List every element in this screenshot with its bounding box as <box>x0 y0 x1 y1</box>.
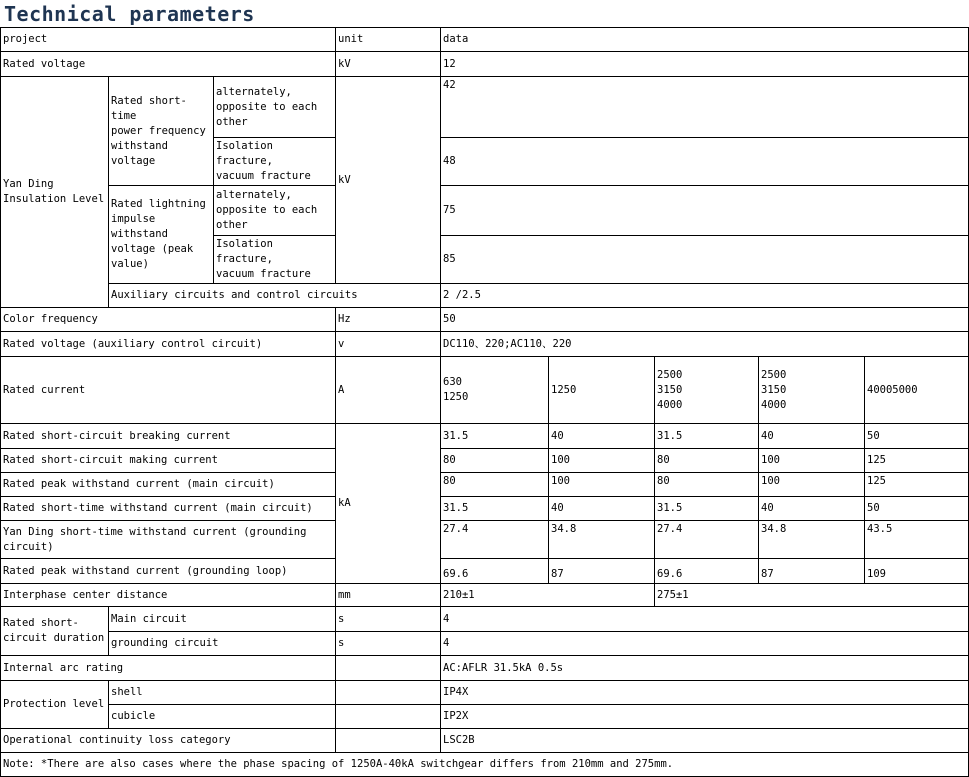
duration-main-row <box>1 607 969 632</box>
rated-current-value: 2500 3150 4000 <box>655 357 759 424</box>
pf-alternately-value: 42 <box>441 77 969 138</box>
ka-row-label: Rated short-circuit breaking current <box>1 424 336 449</box>
internal-arc-label: Internal arc rating <box>1 656 336 681</box>
color-frequency-unit: Hz <box>336 308 441 332</box>
insulation-row-1 <box>1 77 969 138</box>
continuity-row <box>1 729 969 753</box>
technical-parameters-table <box>0 27 969 777</box>
color-frequency-row <box>1 308 969 332</box>
protection-cubicle-row <box>1 705 969 729</box>
duration-ground-label: grounding circuit <box>109 632 336 656</box>
color-frequency-value: 50 <box>441 308 969 332</box>
ka-value: 31.5 <box>655 424 759 449</box>
duration-ground-value: 4 <box>441 632 969 656</box>
ka-row <box>1 559 969 584</box>
aux-circuits-value: 2 /2.5 <box>441 284 969 308</box>
ka-value: 125 <box>865 449 969 473</box>
rated-current-row <box>1 357 969 424</box>
ka-value: 40 <box>759 497 865 521</box>
ka-row <box>1 424 969 449</box>
ka-value: 80 <box>655 449 759 473</box>
ka-row-label: Rated peak withstand current (grounding loop) <box>1 559 336 584</box>
header-unit: unit <box>336 28 441 52</box>
ka-row-label: Rated short-circuit making current <box>1 449 336 473</box>
note-row <box>1 753 969 777</box>
duration-ground-unit: s <box>336 632 441 656</box>
aux-voltage-unit: v <box>336 332 441 357</box>
ka-value: 40 <box>759 424 865 449</box>
protection-shell-value: IP4X <box>441 681 969 705</box>
ka-value: 109 <box>865 559 969 584</box>
document-title: Technical parameters <box>4 2 255 26</box>
ka-value: 34.8 <box>549 521 655 559</box>
header-data: data <box>441 28 969 52</box>
li-alternately-value: 75 <box>441 186 969 236</box>
ka-value: 87 <box>759 559 865 584</box>
rated-current-value: 1250 <box>549 357 655 424</box>
li-alternately-label: alternately, opposite to each other <box>214 186 336 236</box>
duration-main-unit: s <box>336 607 441 632</box>
insulation-level-label: Yan Ding Insulation Level <box>1 77 109 308</box>
li-isolation-value: 85 <box>441 236 969 284</box>
interphase-label: Interphase center distance <box>1 584 336 607</box>
protection-shell-row <box>1 681 969 705</box>
ka-row-label: Yan Ding short-time withstand current (grounding circuit) <box>1 521 336 559</box>
li-isolation-label: Isolation fracture, vacuum fracture <box>214 236 336 284</box>
ka-value: 27.4 <box>441 521 549 559</box>
ka-row <box>1 449 969 473</box>
protection-cubicle-value: IP2X <box>441 705 969 729</box>
ka-value: 100 <box>759 449 865 473</box>
short-circuit-duration-label: Rated short- circuit duration <box>1 607 109 656</box>
protection-shell-label: shell <box>109 681 336 705</box>
continuity-value: LSC2B <box>441 729 969 753</box>
ka-value: 69.6 <box>655 559 759 584</box>
ka-row-label: Rated short-time withstand current (main circuit) <box>1 497 336 521</box>
ka-value: 80 <box>441 473 549 497</box>
ka-value: 50 <box>865 497 969 521</box>
rated-voltage-row <box>1 52 969 77</box>
rated-current-value: 40005000 <box>865 357 969 424</box>
rated-voltage-unit: kV <box>336 52 441 77</box>
header-project: project <box>1 28 336 52</box>
rated-voltage-label: Rated voltage <box>1 52 336 77</box>
protection-level-label: Protection level <box>1 681 109 729</box>
ka-value: 50 <box>865 424 969 449</box>
pf-isolation-label: Isolation fracture, vacuum fracture <box>214 138 336 186</box>
ka-value: 40 <box>549 497 655 521</box>
duration-main-label: Main circuit <box>109 607 336 632</box>
internal-arc-value: AC:AFLR 31.5kA 0.5s <box>441 656 969 681</box>
lightning-impulse-label: Rated lightning impulse withstand voltage (peak value) <box>109 186 214 284</box>
aux-voltage-row <box>1 332 969 357</box>
ka-row <box>1 521 969 559</box>
aux-voltage-label: Rated voltage (auxiliary control circuit) <box>1 332 336 357</box>
ka-value: 100 <box>549 449 655 473</box>
ka-value: 27.4 <box>655 521 759 559</box>
internal-arc-row <box>1 656 969 681</box>
note-text: Note: *There are also cases where the phase spacing of 1250A-40kA switchgear differs from 210mm and 275mm. <box>1 753 969 777</box>
ka-value: 31.5 <box>441 497 549 521</box>
interphase-value-b: 275±1 <box>655 584 969 607</box>
rated-current-label: Rated current <box>1 357 336 424</box>
header-row <box>1 28 969 52</box>
ka-value: 80 <box>655 473 759 497</box>
interphase-unit: mm <box>336 584 441 607</box>
ka-value: 31.5 <box>441 424 549 449</box>
aux-voltage-value: DC110、220;AC110、220 <box>441 332 969 357</box>
protection-cubicle-unit <box>336 705 441 729</box>
ka-value: 100 <box>549 473 655 497</box>
ka-value: 43.5 <box>865 521 969 559</box>
duration-main-value: 4 <box>441 607 969 632</box>
ka-value: 80 <box>441 449 549 473</box>
ka-value: 34.8 <box>759 521 865 559</box>
ka-value: 31.5 <box>655 497 759 521</box>
interphase-row <box>1 584 969 607</box>
ka-value: 40 <box>549 424 655 449</box>
rated-voltage-value: 12 <box>441 52 969 77</box>
internal-arc-unit <box>336 656 441 681</box>
pf-isolation-value: 48 <box>441 138 969 186</box>
aux-circuits-label: Auxiliary circuits and control circuits <box>109 284 441 308</box>
ka-value: 125 <box>865 473 969 497</box>
ka-row <box>1 473 969 497</box>
insulation-unit: kV <box>336 77 441 284</box>
duration-ground-row <box>1 632 969 656</box>
protection-shell-unit <box>336 681 441 705</box>
power-frequency-label: Rated short-time power frequency withstand voltage <box>109 77 214 186</box>
ka-value: 100 <box>759 473 865 497</box>
ka-row-label: Rated peak withstand current (main circuit) <box>1 473 336 497</box>
continuity-unit <box>336 729 441 753</box>
rated-current-value: 2500 3150 4000 <box>759 357 865 424</box>
protection-cubicle-label: cubicle <box>109 705 336 729</box>
continuity-label: Operational continuity loss category <box>1 729 336 753</box>
ka-value: 87 <box>549 559 655 584</box>
ka-row <box>1 497 969 521</box>
ka-value: 69.6 <box>441 559 549 584</box>
interphase-value-a: 210±1 <box>441 584 655 607</box>
pf-alternately-label: alternately, opposite to each other <box>214 77 336 138</box>
color-frequency-label: Color frequency <box>1 308 336 332</box>
insulation-row-5 <box>1 284 969 308</box>
rated-current-unit: A <box>336 357 441 424</box>
rated-current-value: 630 1250 <box>441 357 549 424</box>
insulation-row-3 <box>1 186 969 236</box>
ka-unit: kA <box>336 424 441 584</box>
